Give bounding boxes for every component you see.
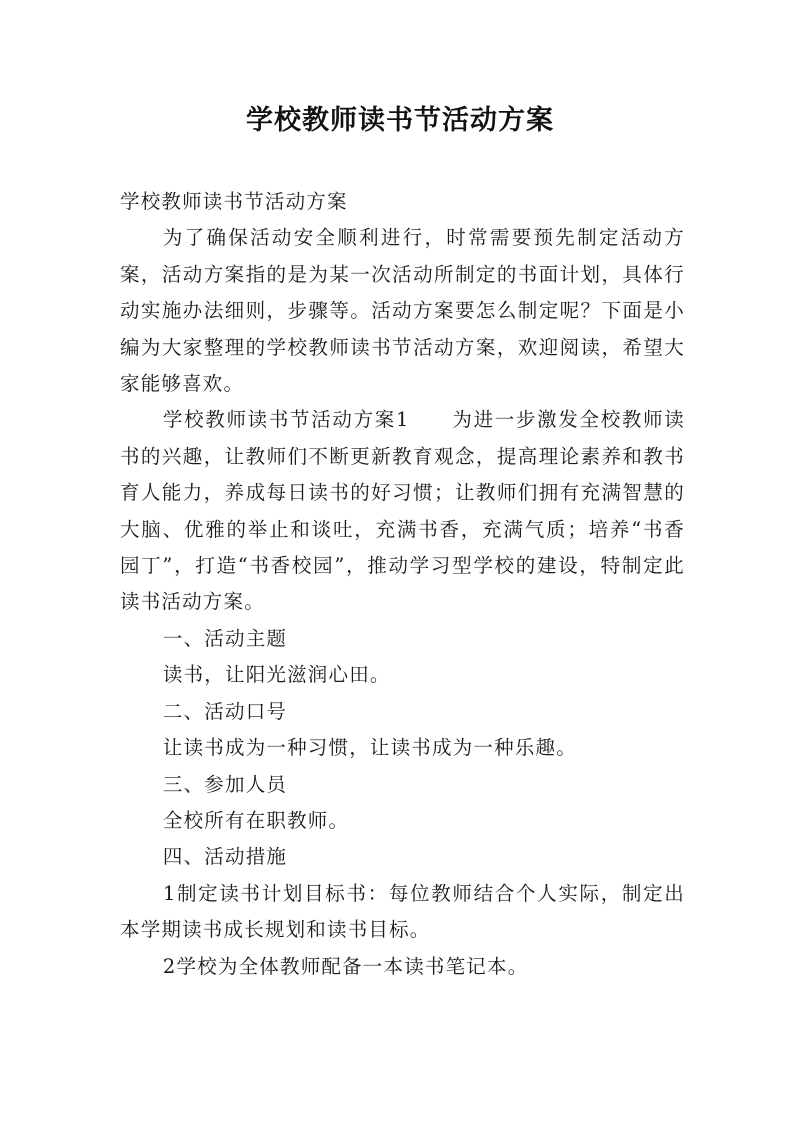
document-title: 学校教师读书节活动方案 xyxy=(246,105,554,136)
section-heading-slogan: 二、活动口号 xyxy=(162,699,288,723)
paragraph-theme: 读书，让阳光滋润心田。 xyxy=(162,663,391,687)
section-heading-participants: 三、参加人员 xyxy=(162,772,288,796)
paragraph-measure-1: 1制定读书计划目标书：每位教师结合个人实际，制定出本学期读书成长规划和读书目标。 xyxy=(120,881,685,942)
paragraph-intro: 为了确保活动安全顺利进行，时常需要预先制定活动方案，活动方案指的是为某一次活动所制定的书面计划，具体行动实施办法细则，步骤等。活动方案要怎么制定呢？下面是小编为大家整理的学校教师读书节活动方案，欢迎阅读，希望大家能够喜欢。 xyxy=(120,226,685,396)
paragraph-subtitle: 学校教师读书节活动方案 xyxy=(120,190,348,213)
paragraph-measure-2: 2学校为全体教师配备一本读书笔记本。 xyxy=(162,954,529,978)
section-heading-measures: 四、活动措施 xyxy=(162,845,288,869)
paragraph-slogan: 让读书成为一种习惯，让读书成为一种乐趣。 xyxy=(162,736,577,760)
paragraph-participants: 全校所有在职教师。 xyxy=(162,808,350,832)
document-body xyxy=(120,184,685,985)
section-heading-theme: 一、活动主题 xyxy=(162,626,288,650)
paragraph-plan-1: 学校教师读书节活动方案1 为进一步激发全校教师读书的兴趣，让教师们不断更新教育观念，提高理论素养和教书育人能力，养成每日读书的好习惯；让教师们拥有充满智慧的大脑、优雅的举止和谈吐，充满书香，充满气质；培养“书香园丁”，打造“书香校园”，推动学习型学校的建设，特制定此读书活动方案。 xyxy=(120,408,685,614)
